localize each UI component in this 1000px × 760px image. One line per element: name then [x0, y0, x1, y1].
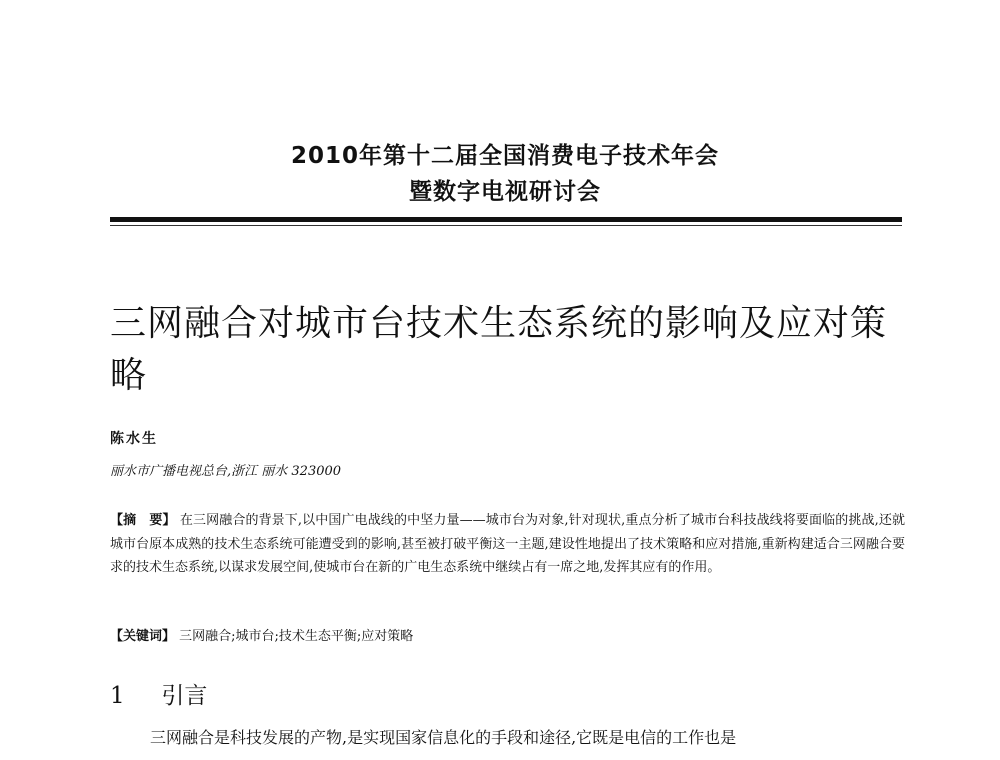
author-name: 陈水生 [110, 431, 158, 447]
abstract-label: 【摘 要】 [110, 513, 176, 528]
abstract [110, 509, 905, 580]
keywords [110, 626, 905, 648]
header-rule-thick [110, 217, 902, 222]
keywords-label: 【关键词】 [110, 629, 176, 644]
author-affiliation: 丽水市广播电视总台,浙江 丽水 323000 [110, 464, 342, 479]
abstract-text: 在三网融合的背景下,以中国广电战线的中坚力量——城市台为对象,针对现状,重点分析了城市台科技战线将要面临的挑战,还就城市台原本成熟的技术生态系统可能遭受到的影响,甚至被打破平衡这一主题,建设性地提出了技术策略和应对措施,重新构建适合三网融合要求的技术生态系统,以谋求发展空间,使城市台在新的广电生态系统中继续占有一席之地,发挥其应有的作用。 [110, 513, 905, 575]
section-heading [110, 680, 207, 712]
section-number: 1 [110, 683, 125, 709]
section-title: 引言 [161, 683, 208, 709]
conference-title-line1: 2010年第十二届全国消费电子技术年会 [290, 143, 719, 169]
paper-title: 三网融合对城市台技术生态系统的影响及应对策略 [110, 303, 888, 396]
keywords-text: 三网融合;城市台;技术生态平衡;应对策略 [179, 629, 414, 644]
header-rule-thin [110, 225, 902, 226]
conference-header [110, 138, 900, 210]
body-paragraph: 三网融合是科技发展的产物,是实现国家信息化的手段和途径,它既是电信的工作也是 [150, 728, 737, 747]
conference-title-line2: 暨数字电视研讨会 [409, 179, 601, 205]
